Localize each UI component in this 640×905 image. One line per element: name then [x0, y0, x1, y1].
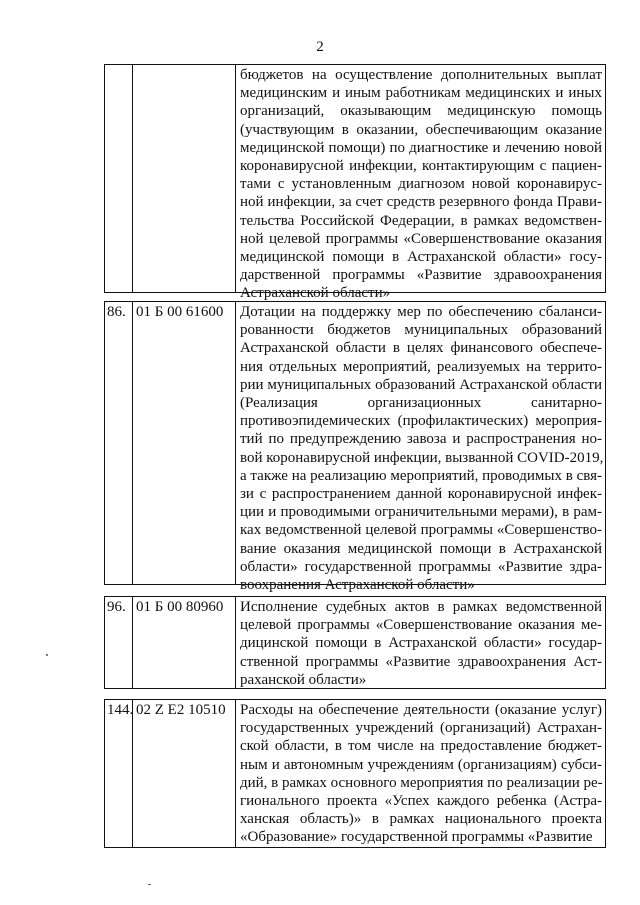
- description-line: воохранения Астраханской области»: [240, 577, 475, 594]
- description-line: области» государственной программы «Развитие здра-: [240, 558, 602, 575]
- row-code-cell: [133, 65, 236, 292]
- page-number: 2: [316, 39, 324, 55]
- description-line: дарственной программы «Развитие здравоохранения: [240, 267, 602, 284]
- description-line: вой коронавирусной инфекции, вызванной COVID-2019,: [240, 449, 604, 466]
- row-number-cell: 144.: [105, 700, 133, 847]
- description-line: рии муниципальных образований Астраханской области: [240, 376, 602, 393]
- description-line: тельства Российской Федерации, в рамках ведомствен-: [240, 212, 602, 229]
- description-line: ния отдельных мероприятий, реализуемых на террито-: [240, 358, 602, 375]
- table-row-continuation: [104, 64, 606, 302]
- row-code-cell: 01 Б 00 80960: [133, 597, 236, 688]
- description-line: ках ведомственной целевой программы «Совершенство-: [240, 522, 602, 539]
- scan-speck: [148, 884, 151, 885]
- description-line: медицинской помощи в Астраханской области» госу-: [240, 249, 602, 266]
- description-line: Астраханской области в целях финансового обеспече-: [240, 340, 602, 357]
- description-line: дицинской помощи в Астраханской области» государ-: [240, 635, 602, 652]
- row-description-cell: [236, 700, 605, 847]
- description-line: Астраханской области»: [240, 285, 391, 302]
- description-line: (Реализация организационных санитарно-: [240, 395, 602, 412]
- description-line: «Образование» государственной программы «Развитие: [240, 829, 593, 846]
- description-line: гионального проекта «Успех каждого ребенка (Астра-: [240, 793, 602, 810]
- description-line: вание оказания медицинской помощи в Астраханской: [240, 540, 602, 557]
- description-line: а также на реализацию мероприятий, проводимых в свя-: [240, 467, 602, 484]
- description-line: Дотации на поддержку мер по обеспечению сбаланси-: [240, 304, 602, 320]
- table-row-86: [104, 301, 606, 594]
- table-row-144: [104, 699, 606, 848]
- description-line: ции и проводимыми ограничительными мерами), в рам-: [240, 504, 602, 521]
- row-number-cell: [105, 65, 133, 292]
- description-line: бюджетов на осуществление дополнительных выплат: [240, 67, 602, 83]
- description-line: тами с установленным диагнозом новой коронавирус-: [240, 176, 602, 193]
- description-line: раханской области»: [240, 671, 367, 688]
- description-line: зи с распространением данной коронавирусной инфек-: [240, 486, 602, 503]
- row-description-cell: [236, 597, 605, 689]
- description-line: медицинской помощи) по диагностике и лечению новой: [240, 139, 602, 156]
- description-line: Расходы на обеспечение деятельности (оказание услуг): [240, 702, 602, 718]
- description-line: ханская область)» в рамках национального проекта: [240, 811, 602, 828]
- row-description-cell: [236, 65, 605, 303]
- description-line: коронавирусной инфекции, контактирующим с пациен-: [240, 158, 602, 175]
- description-line: ной целевой программы «Совершенствование оказания: [240, 230, 602, 247]
- description-line: тий по предупреждению завоза и распространения но-: [240, 431, 602, 448]
- description-line: ной инфекции, за счет средств резервного фонда Прави-: [240, 194, 602, 211]
- description-line: (участвующим в оказании, обеспечивающим оказание: [240, 121, 602, 138]
- description-line: государственных учреждений (организаций) Астрахан-: [240, 720, 602, 737]
- row-number-cell: 96.: [105, 597, 133, 688]
- description-line: медицинским и иным работникам медицинских и иных: [240, 85, 602, 102]
- description-line: рованности бюджетов муниципальных образований: [240, 322, 602, 339]
- description-line: целевой программы «Совершенствование оказания ме-: [240, 617, 602, 634]
- scan-speck: [46, 654, 48, 656]
- row-code-cell: 02 Z E2 10510: [133, 700, 236, 847]
- table-row-96: [104, 596, 606, 689]
- description-line: противоэпидемических (профилактических) мероприя-: [240, 413, 602, 430]
- description-line: ственной программы «Развитие здравоохранения Аст-: [240, 653, 602, 670]
- row-number-cell: 86.: [105, 302, 133, 584]
- row-code-cell: 01 Б 00 61600: [133, 302, 236, 584]
- description-line: Исполнение судебных актов в рамках ведомственной: [240, 599, 602, 615]
- description-line: ской области, в том числе на предоставление бюджет-: [240, 738, 602, 755]
- row-description-cell: [236, 302, 605, 594]
- description-line: организаций, оказывающим медицинскую помощь: [240, 103, 602, 120]
- description-line: дий, в рамках основного мероприятия по реализации ре-: [240, 774, 603, 791]
- description-line: ным и автономным учреждениям (организациям) субси-: [240, 756, 602, 773]
